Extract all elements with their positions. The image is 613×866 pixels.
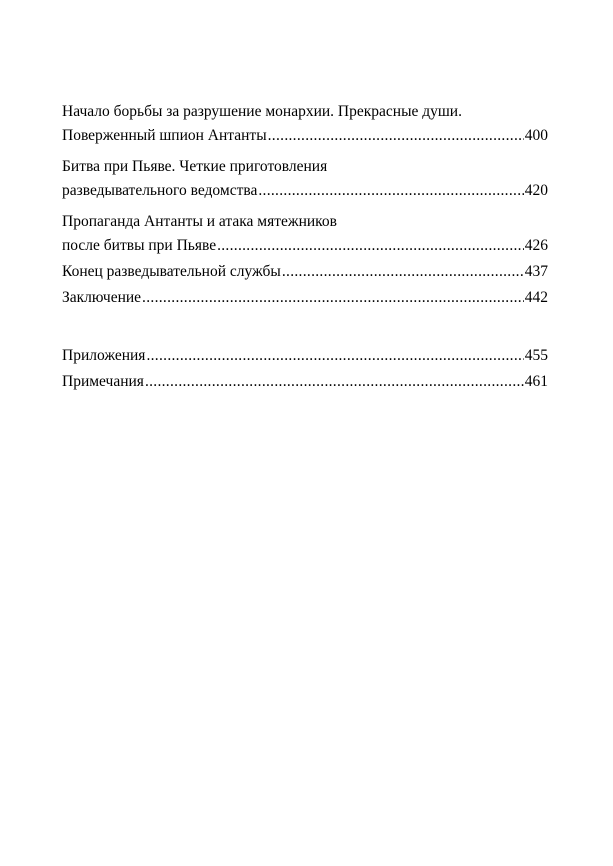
toc-entry-row xyxy=(62,344,548,368)
toc-entry-row xyxy=(62,286,548,310)
toc-entry-row xyxy=(62,260,548,284)
toc-page-number: 426 xyxy=(524,237,548,254)
toc-entry-title: Конец разведывательной службы xyxy=(62,263,281,280)
toc-page-number: 442 xyxy=(524,289,548,306)
toc-entry-title-line: Пропаганда Антанты и атака мятежников xyxy=(62,213,337,230)
toc-page-number: 420 xyxy=(524,182,548,199)
toc-entry-title: Заключение xyxy=(62,289,142,306)
dot-leader xyxy=(217,234,524,258)
toc-entry-title-line: Битва при Пьяве. Четкие приготовления xyxy=(62,158,328,175)
toc-entry-title-line: Начало борьбы за разрушение монархии. Прекрасные души. xyxy=(62,103,462,120)
toc-page-number: 400 xyxy=(524,127,548,144)
toc-entry[interactable] xyxy=(62,286,548,310)
toc-entry[interactable] xyxy=(62,100,548,148)
dot-leader xyxy=(258,179,523,203)
toc-entry-row xyxy=(62,234,548,258)
toc-entry-title: Поверженный шпион Антанты xyxy=(62,127,267,144)
toc-entry-title: Примечания xyxy=(62,373,144,390)
toc-entry-row xyxy=(62,179,548,203)
toc-page-number: 455 xyxy=(524,347,548,364)
toc-entry-title: Приложения xyxy=(62,347,146,364)
toc-page-number: 437 xyxy=(524,263,548,280)
toc-entry[interactable] xyxy=(62,155,548,203)
dot-leader xyxy=(268,124,524,148)
toc-entry-row xyxy=(62,124,548,148)
dot-leader xyxy=(282,260,524,284)
toc-entry-row xyxy=(62,370,548,394)
toc-entry[interactable] xyxy=(62,260,548,284)
toc-entry[interactable] xyxy=(62,344,548,368)
toc-entry[interactable] xyxy=(62,370,548,394)
toc-entry-title: разведывательного ведомства xyxy=(62,182,258,199)
toc-entry[interactable] xyxy=(62,210,548,258)
table-of-contents xyxy=(62,100,548,394)
dot-leader xyxy=(146,344,523,368)
toc-entry-title: после битвы при Пьяве xyxy=(62,237,217,254)
dot-leader xyxy=(142,286,524,310)
toc-page-number: 461 xyxy=(524,373,548,390)
dot-leader xyxy=(145,370,524,394)
